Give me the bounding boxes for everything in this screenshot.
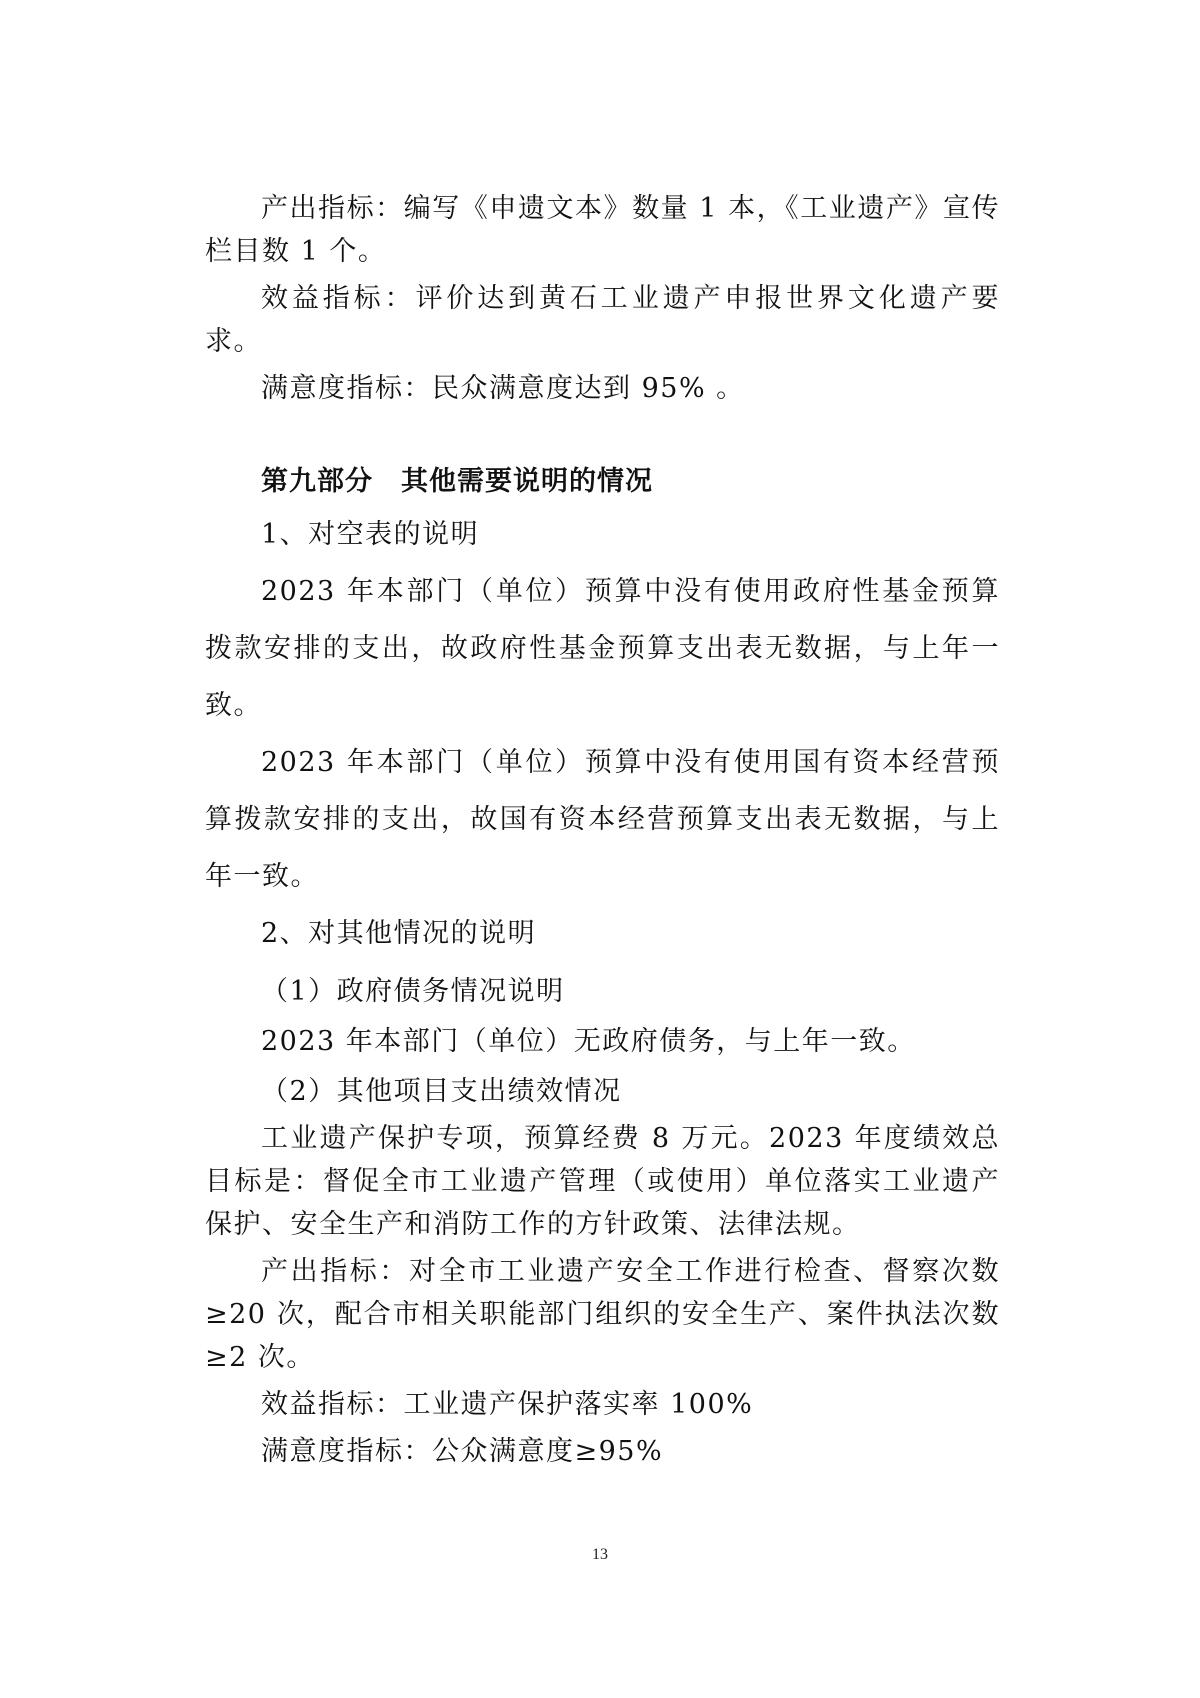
heritage-satisfaction-indicator: 满意度指标：公众满意度≥95%	[261, 1436, 664, 1467]
fund-budget-note: 2023 年本部门（单位）预算中没有使用政府性基金预算拨款安排的支出，故政府性基金预算支出表无数据，与上年一致。	[205, 576, 1000, 721]
section-heading: 第九部分 其他需要说明的情况	[261, 466, 653, 497]
project-performance-subtitle: （2）其他项目支出绩效情况	[261, 1076, 622, 1107]
output-indicator-paragraph: 产出指标：编写《申遗文本》数量 1 本，《工业遗产》宣传栏目数 1 个。	[205, 193, 1000, 267]
government-debt-subtitle: （1）政府债务情况说明	[261, 976, 565, 1007]
empty-table-note-title: 1、对空表的说明	[261, 519, 480, 550]
satisfaction-indicator-paragraph: 满意度指标：民众满意度达到 95% 。	[261, 373, 745, 404]
government-debt-note: 2023 年本部门（单位）无政府债务，与上年一致。	[261, 1026, 916, 1057]
other-situation-title: 2、对其他情况的说明	[261, 918, 537, 949]
heritage-protection-paragraph: 工业遗产保护专项，预算经费 8 万元。2023 年度绩效总目标是：督促全市工业遗产管理（或使用）单位落实工业遗产保护、安全生产和消防工作的方针政策、法律法规。	[205, 1123, 1000, 1240]
state-capital-budget-note: 2023 年本部门（单位）预算中没有使用国有资本经营预算拨款安排的支出，故国有资本经营预算支出表无数据，与上年一致。	[205, 747, 1000, 892]
page-number: 13	[592, 1546, 608, 1563]
page-content	[205, 187, 1000, 1473]
benefit-indicator-paragraph: 效益指标：评价达到黄石工业遗产申报世界文化遗产要求。	[205, 283, 1000, 357]
heritage-benefit-indicator: 效益指标：工业遗产保护落实率 100%	[261, 1389, 754, 1420]
heritage-output-indicator: 产出指标：对全市工业遗产安全工作进行检查、督察次数≥20 次，配合市相关职能部门组织的安全生产、案件执法次数≥2 次。	[205, 1256, 1000, 1373]
